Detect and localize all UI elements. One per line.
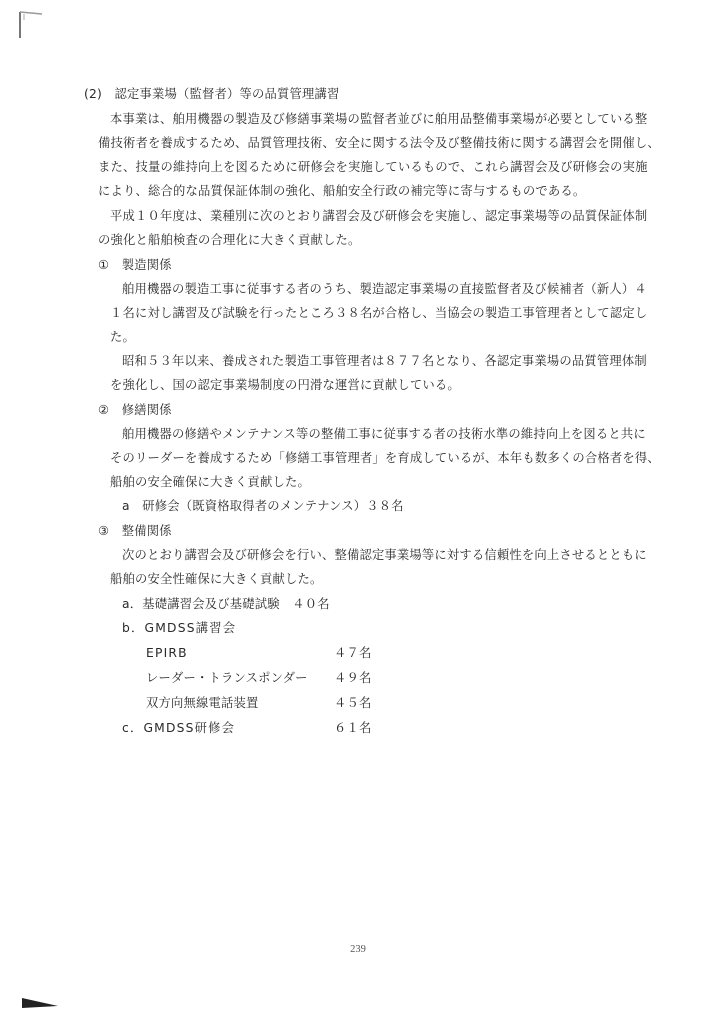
manufacturing-body-5: を強化し、国の認定事業場制度の円滑な運営に貢献している。	[110, 378, 460, 392]
page-number: 239	[350, 944, 366, 955]
maintenance-title: ③ 整備関係	[98, 524, 172, 538]
section-heading: (2) 認定事業場（監督者）等の品質管理講習	[84, 87, 340, 101]
repair-body-2: そのリーダーを養成するため「修繕工事管理者」を育成しているが、本年も数多くの合格者を得、	[110, 451, 660, 465]
maintenance-item-c: c．GMDSS研修会	[122, 721, 236, 735]
manufacturing-body-1: 舶用機器の製造工事に従事する者のうち、製造認定事業場の直接監督者及び候補者（新人）４	[122, 282, 647, 296]
gmdss-row-name: 双方向無線電話装置	[146, 696, 259, 710]
intro-line-2: 備技術者を養成するため、品質管理技術、安全に関する法令及び整備技術に関する講習会を開催し、	[98, 136, 660, 150]
manufacturing-body-3: た。	[110, 330, 135, 344]
gmdss-row-count: ４９名	[334, 671, 372, 685]
gmdss-row-count: ４７名	[334, 646, 372, 660]
corner-scan-mark	[16, 10, 46, 40]
intro-line-4: により、総合的な品質保証体制の強化、船舶安全行政の補完等に寄与するものである。	[98, 184, 586, 198]
repair-item-a: a 研修会（既資格取得者のメンテナンス）３８名	[122, 499, 404, 513]
maintenance-body-2: 船舶の安全性確保に大きく貢献した。	[110, 572, 323, 586]
manufacturing-body-4: 昭和５３年以来、養成された製造工事管理者は８７７名となり、各認定事業場の品質管理体制	[122, 354, 647, 368]
maintenance-item-a: a．基礎講習会及び基礎試験 ４０名	[122, 597, 330, 611]
manufacturing-title: ① 製造関係	[98, 258, 172, 272]
summary-line-2: の強化と船舶検査の合理化に大きく貢献した。	[98, 233, 361, 247]
gmdss-row-name: レーダー・トランスポンダー	[146, 671, 308, 685]
gmdss-row-name: EPIRB	[146, 646, 188, 660]
repair-title: ② 修繕関係	[98, 403, 172, 417]
bottom-arrow-mark	[20, 996, 60, 1010]
intro-line-3: また、技量の維持向上を図るために研修会を実施しているもので、これら講習会及び研修会の実施	[98, 160, 648, 174]
intro-line-1: 本事業は、舶用機器の製造及び修繕事業場の監督者並びに舶用品整備事業場が必要としている整	[110, 112, 648, 126]
repair-body-1: 舶用機器の修繕やメンテナンス等の整備工事に従事する者の技術水準の維持向上を図ると共に	[122, 427, 646, 441]
maintenance-body-1: 次のとおり講習会及び研修会を行い、整備認定事業場等に対する信頼性を向上させるとともに	[122, 548, 647, 562]
maintenance-item-c-count: ６１名	[334, 721, 372, 735]
manufacturing-body-2: １名に対し講習及び試験を行ったところ３８名が合格し、当協会の製造工事管理者として認定し	[110, 306, 648, 320]
maintenance-item-b: b．GMDSS講習会	[122, 621, 237, 635]
summary-line-1: 平成１０年度は、業種別に次のとおり講習会及び研修会を実施し、認定事業場等の品質保証体制	[110, 209, 648, 223]
gmdss-row-count: ４５名	[334, 696, 372, 710]
repair-body-3: 船舶の安全確保に大きく貢献した。	[110, 475, 310, 489]
